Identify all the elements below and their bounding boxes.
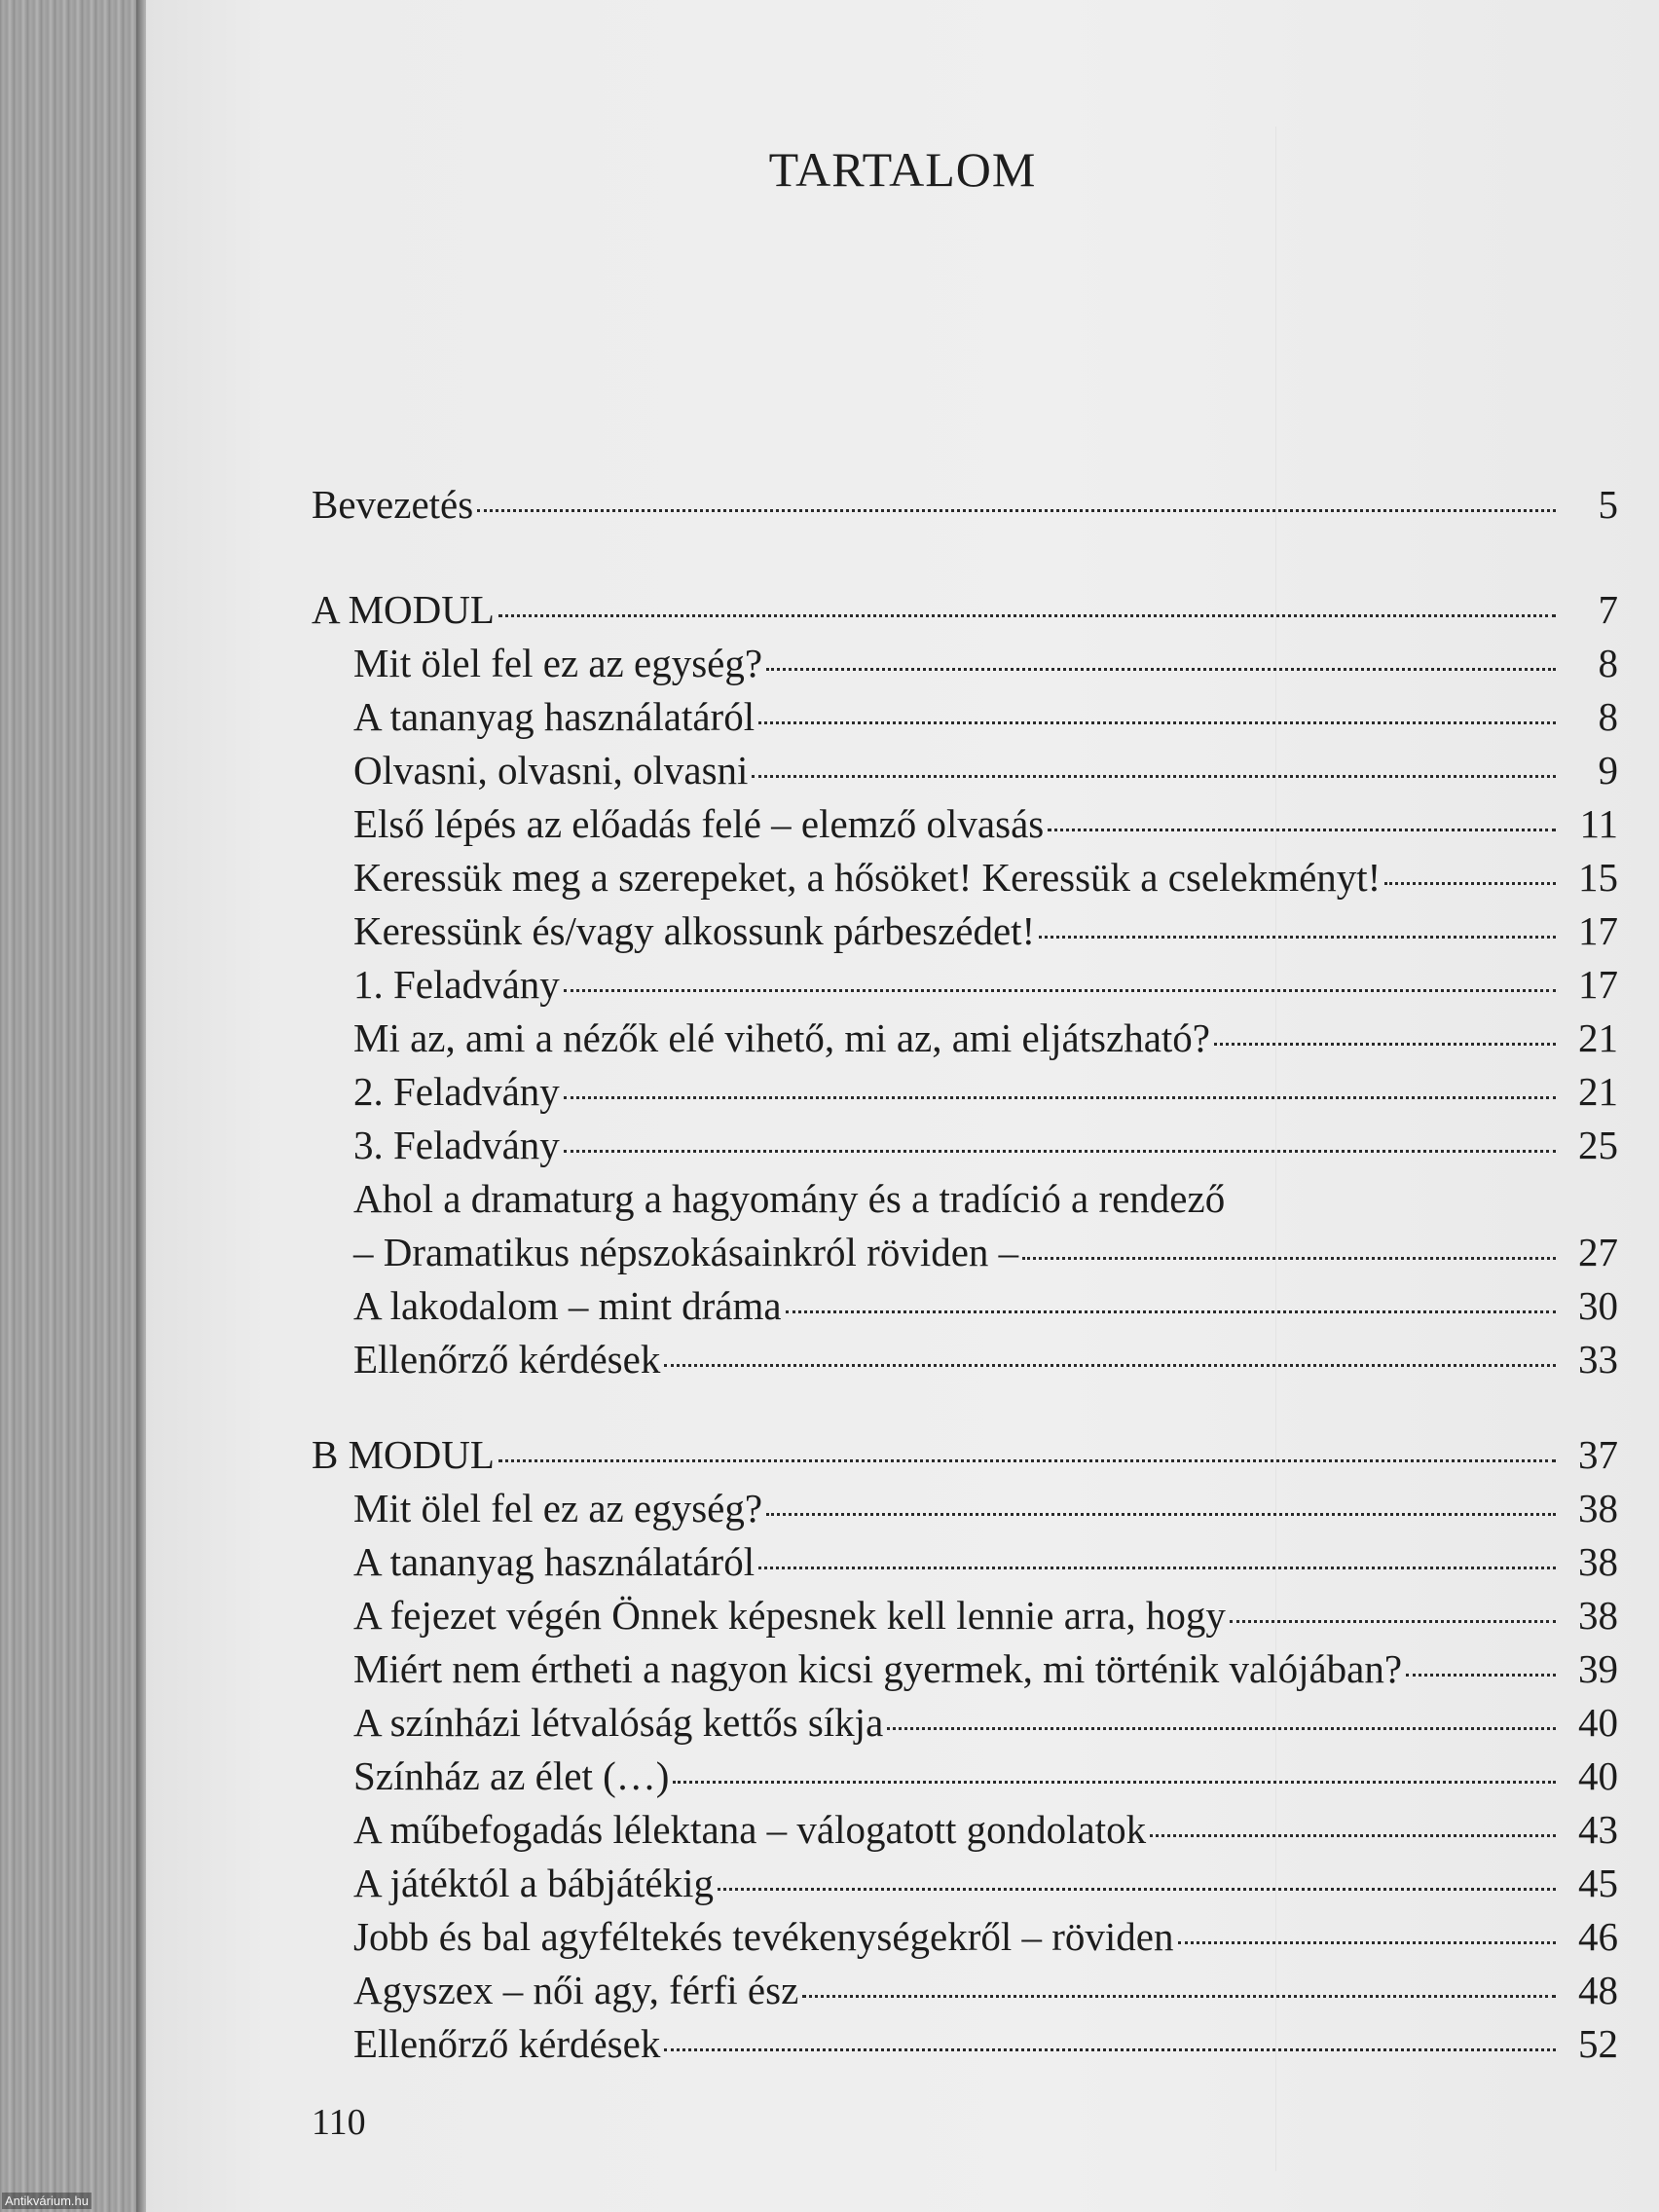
toc-entry-label: Ellenőrző kérdések — [353, 2021, 661, 2066]
page-number: 110 — [312, 2102, 366, 2143]
toc-entry — [353, 1751, 1618, 1801]
toc-entry-page: 43 — [1578, 1807, 1618, 1852]
toc-entry-page: 39 — [1578, 1646, 1618, 1691]
toc-entry-label: Bevezetés — [312, 482, 474, 527]
dot-leader — [498, 614, 1556, 617]
dot-leader — [564, 1096, 1556, 1099]
dot-leader — [718, 1888, 1556, 1891]
dot-leader — [498, 1459, 1556, 1462]
toc-entry — [353, 1804, 1618, 1855]
dot-leader — [1150, 1834, 1556, 1837]
dot-leader — [887, 1727, 1556, 1730]
toc-entry-label: A fejezet végén Önnek képesnek kell lennie arra, hogy — [353, 1593, 1226, 1638]
toc-entry-page: 8 — [1598, 641, 1618, 685]
toc-entry — [353, 798, 1618, 849]
dot-leader — [1214, 1043, 1556, 1046]
toc-entry-page: 15 — [1578, 855, 1618, 900]
dot-leader — [1230, 1620, 1556, 1623]
dot-leader — [664, 1364, 1556, 1367]
toc-entry-page: 5 — [1598, 482, 1618, 527]
toc-entry — [312, 479, 1618, 530]
toc-entry-page: 52 — [1578, 2021, 1618, 2066]
dot-leader — [564, 1150, 1556, 1153]
toc-entry — [353, 745, 1618, 795]
dot-leader — [1384, 882, 1556, 885]
dot-leader — [802, 1995, 1556, 1998]
dot-leader — [673, 1781, 1556, 1784]
toc-entry-label: A MODUL — [312, 587, 495, 632]
table-of-contents — [146, 0, 1659, 2212]
dot-leader — [477, 509, 1556, 512]
dot-leader — [1178, 1941, 1556, 1944]
toc-entry-label: Keressünk és/vagy alkossunk párbeszédet! — [353, 908, 1036, 953]
toc-entry-page: 7 — [1598, 587, 1618, 632]
toc-entry — [353, 1280, 1618, 1331]
toc-entry — [312, 584, 1618, 635]
dot-leader — [1048, 829, 1556, 831]
toc-entry-page: 40 — [1578, 1700, 1618, 1745]
toc-entry — [353, 1227, 1618, 1277]
toc-entry — [353, 1965, 1618, 2015]
toc-entry-label: Mit ölel fel ez az egység? — [353, 1486, 763, 1530]
toc-entry — [353, 638, 1618, 688]
dot-leader — [664, 2048, 1556, 2051]
toc-entry — [312, 1429, 1618, 1480]
dot-leader — [758, 1567, 1556, 1569]
toc-entry-page: 27 — [1578, 1230, 1618, 1274]
toc-entry — [353, 1536, 1618, 1587]
dot-leader — [766, 1513, 1556, 1516]
toc-entry — [353, 1858, 1618, 1908]
toc-entry-label: Színház az élet (…) — [353, 1753, 670, 1798]
toc-entry-page: 11 — [1579, 801, 1618, 846]
toc-entry-page: 21 — [1578, 1069, 1618, 1114]
toc-entry-page: 45 — [1578, 1861, 1618, 1905]
toc-entry-label: Ahol a dramaturg a hagyomány és a tradíció a rendező — [353, 1176, 1226, 1221]
book-page — [146, 0, 1659, 2212]
toc-entry-label: A játéktól a bábjátékig — [353, 1861, 715, 1905]
toc-entry-label: Agyszex – női agy, férfi ész — [353, 1968, 799, 2012]
toc-entry-page: 8 — [1598, 694, 1618, 739]
toc-entry-label: A műbefogadás lélektana – válogatott gondolatok — [353, 1807, 1147, 1852]
toc-entry — [353, 1483, 1618, 1533]
toc-entry — [353, 1066, 1618, 1117]
toc-entry — [353, 1334, 1618, 1384]
toc-entry-label: A színházi létvalóság kettős síkja — [353, 1700, 884, 1745]
toc-entry-page: 48 — [1578, 1968, 1618, 2012]
toc-entry-label: B MODUL — [312, 1432, 495, 1477]
dot-leader — [752, 775, 1556, 778]
toc-entry — [353, 1911, 1618, 1962]
toc-entry-label: 2. Feladvány — [353, 1069, 560, 1114]
toc-entry-page: 21 — [1578, 1015, 1618, 1060]
dot-leader — [564, 989, 1556, 992]
toc-entry-page: 33 — [1578, 1337, 1618, 1382]
toc-entry — [353, 691, 1618, 742]
toc-entry-page: 9 — [1598, 748, 1618, 793]
toc-entry-label: Miért nem értheti a nagyon kicsi gyermek, mi történik valójában? — [353, 1646, 1403, 1691]
toc-entry-page: 46 — [1578, 1914, 1618, 1959]
dot-leader — [1039, 936, 1556, 939]
toc-entry-label: A tananyag használatáról — [353, 694, 756, 739]
toc-entry-page: 25 — [1578, 1123, 1618, 1167]
toc-entry-label: – Dramatikus népszokásainkról röviden – — [353, 1230, 1019, 1274]
toc-entry-page: 30 — [1578, 1283, 1618, 1328]
toc-entry-page: 37 — [1578, 1432, 1618, 1477]
toc-entry — [353, 1643, 1618, 1694]
toc-entry-page: 17 — [1578, 908, 1618, 953]
toc-entry — [353, 905, 1618, 956]
toc-entry-page: 38 — [1578, 1539, 1618, 1584]
toc-entry — [353, 1013, 1618, 1063]
toc-entry-label: Mit ölel fel ez az egység? — [353, 641, 763, 685]
toc-entry-label: Első lépés az előadás felé – elemző olvasás — [353, 801, 1045, 846]
toc-entry-label: Olvasni, olvasni, olvasni — [353, 748, 749, 793]
toc-entry-label: A lakodalom – mint dráma — [353, 1283, 782, 1328]
toc-entry-label: A tananyag használatáról — [353, 1539, 756, 1584]
dot-leader — [1022, 1257, 1556, 1260]
toc-entry-label: 1. Feladvány — [353, 962, 560, 1007]
toc-entry-label: Jobb és bal agyféltekés tevékenységekről – röviden — [353, 1914, 1174, 1959]
dot-leader — [766, 668, 1556, 671]
watermark: Antikvárium.hu — [2, 2193, 92, 2209]
toc-entry-label: Keressük meg a szerepeket, a hősöket! Keressük a cselekményt! — [353, 855, 1382, 900]
toc-entry — [353, 1697, 1618, 1748]
book-spine — [0, 0, 144, 2212]
toc-entry — [353, 1590, 1618, 1641]
toc-entry — [353, 1120, 1618, 1170]
toc-entry-page: 38 — [1578, 1593, 1618, 1638]
toc-entry-label: Ellenőrző kérdések — [353, 1337, 661, 1382]
toc-entry-label: Mi az, ami a nézők elé vihető, mi az, ami eljátszható? — [353, 1015, 1210, 1060]
page-title: TARTALOM — [768, 142, 1037, 197]
dot-leader — [758, 721, 1556, 724]
toc-entry-page: 17 — [1578, 962, 1618, 1007]
toc-entry — [353, 2018, 1618, 2069]
toc-entry — [353, 852, 1618, 903]
toc-entry-page: 38 — [1578, 1486, 1618, 1530]
dot-leader — [1406, 1674, 1556, 1677]
dot-leader — [786, 1310, 1556, 1313]
toc-entry-label: 3. Feladvány — [353, 1123, 560, 1167]
toc-entry-page: 40 — [1578, 1753, 1618, 1798]
toc-entry — [353, 959, 1618, 1010]
